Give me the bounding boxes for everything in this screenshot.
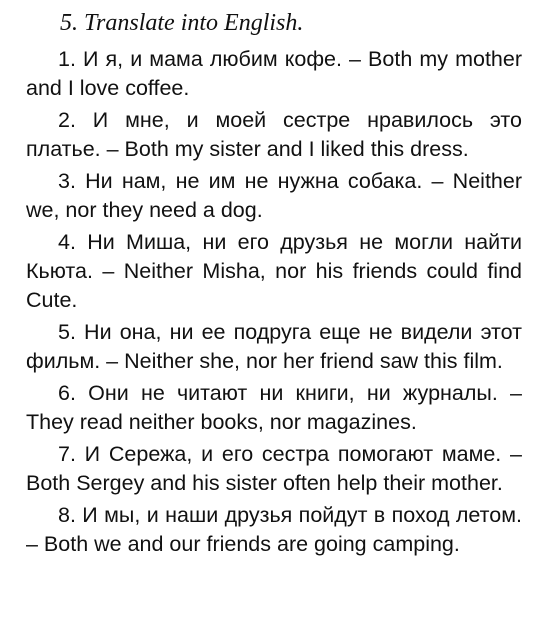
- exercise-heading: 5. Translate into English.: [60, 10, 304, 36]
- exercise-item-8: 8. И мы, и наши друзья пойдут в поход летом. – Both we and our friends are going camping.: [26, 503, 522, 556]
- exercise-item-7: 7. И Сережа, и его сестра помогают маме. – Both Sergey and his sister often help their mother.: [26, 442, 522, 495]
- exercise-item-2: 2. И мне, и моей сестре нравилось это платье. – Both my sister and I liked this dress.: [26, 108, 522, 161]
- exercise-item-3: 3. Ни нам, не им не нужна собака. – Neither we, nor they need a dog.: [26, 169, 522, 222]
- exercise-item-6: 6. Они не читают ни книги, ни журналы. – They read neither books, nor magazines.: [26, 381, 522, 434]
- exercise-item-1: 1. И я, и мама любим кофе. – Both my mother and I love coffee.: [26, 47, 522, 100]
- exercise-item-4: 4. Ни Миша, ни его друзья не могли найти Кьюта. – Neither Misha, nor his friends could find Cute.: [26, 230, 522, 312]
- exercise-item-5: 5. Ни она, ни ее подруга еще не видели этот фильм. – Neither she, nor her friend saw this film.: [26, 320, 522, 373]
